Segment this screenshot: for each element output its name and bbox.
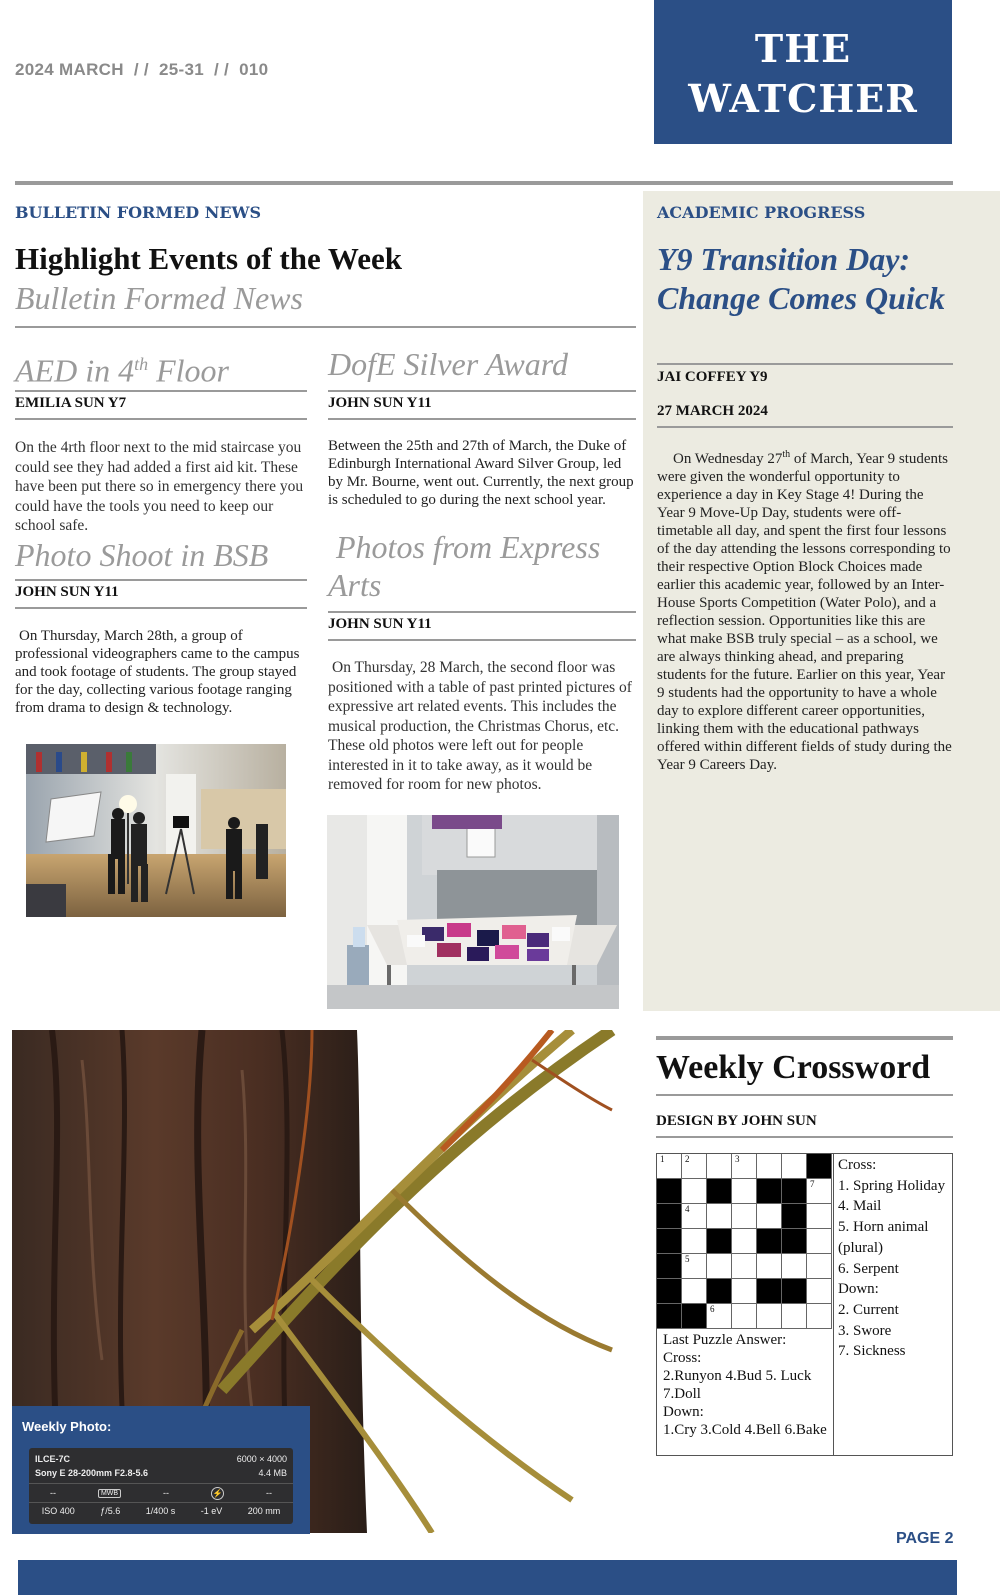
byline-academic: JAI COFFEY Y9 — [657, 369, 768, 385]
setting-exposure-mode: -- — [49, 1488, 56, 1498]
shutter-value: 1/400 s — [145, 1506, 176, 1516]
header-divider — [15, 181, 953, 185]
white-balance-icon: MWB — [98, 1489, 121, 1498]
crossword-grid[interactable] — [657, 1154, 832, 1329]
crossword-block — [782, 1229, 807, 1254]
crossword-cell[interactable] — [757, 1254, 782, 1279]
crossword-number: 2 — [685, 1154, 690, 1164]
crossword-cell[interactable] — [807, 1304, 832, 1329]
crossword-clues — [838, 1155, 950, 1362]
crossword-block — [782, 1279, 807, 1304]
crossword-clue: 4. Mail — [838, 1198, 882, 1215]
page-subhead: Bulletin Formed News — [15, 280, 303, 316]
crossword-cell[interactable] — [682, 1229, 707, 1254]
crossword-cell[interactable] — [732, 1279, 757, 1304]
article-title-express-arts: Photos from Express Arts — [328, 529, 601, 603]
crossword-number: 5 — [685, 1254, 690, 1264]
crossword-cell[interactable] — [707, 1254, 732, 1279]
byline-aed: EMILIA SUN Y7 — [15, 395, 127, 411]
image-resolution: 6000 × 4000 — [236, 1454, 287, 1464]
crossword-number: 1 — [660, 1154, 665, 1164]
focal-length-value: 200 mm — [247, 1506, 281, 1516]
divider — [656, 1094, 953, 1096]
answer-line: Down: — [663, 1404, 704, 1420]
crossword-block — [757, 1279, 782, 1304]
crossword-block — [707, 1279, 732, 1304]
crossword-block — [682, 1304, 707, 1329]
crossword-clue: 7. Sickness — [838, 1343, 906, 1360]
answer-line: 1.Cry 3.Cold 4.Bell 6.Bake — [663, 1422, 827, 1438]
crossword-cell[interactable] — [732, 1154, 757, 1179]
divider — [328, 390, 636, 392]
file-size: 4.4 MB — [258, 1468, 287, 1478]
crossword-block — [657, 1229, 682, 1254]
aperture-value: ƒ/5.6 — [100, 1506, 121, 1516]
crossword-block — [657, 1179, 682, 1204]
crossword-cell[interactable] — [707, 1154, 732, 1179]
masthead-line-1: THE — [754, 26, 852, 71]
crossword-cell[interactable] — [707, 1204, 732, 1229]
crossword-block — [657, 1304, 682, 1329]
section-label-bulletin: BULLETIN FORMED NEWS — [15, 203, 262, 222]
crossword-clue: 3. Swore — [838, 1322, 892, 1339]
last-puzzle-answers — [663, 1331, 831, 1439]
iso-value: ISO 400 — [41, 1506, 75, 1516]
crossword-cell[interactable] — [782, 1254, 807, 1279]
setting-focus: -- — [265, 1488, 272, 1498]
academic-body-post: of March, Year 9 students were given the wonderful opportunity to experience a day in Key Stage 4! During the Year 9 Move-Up Day, students were off-timetable all day, and spent the first four lessons of the day attending the lessons corresponding to their respective Option Block Choices made earlier this academic year, followed by an Inter-House Sports Competition (Water Polo), and a reflection session. Opportunities like this are what make BSB truly special – as a school, we are always thinking ahead, and preparing students for the future. Earlier on this year, Year 9 students had the opportunity to have a whole day to explore different career opportunities, linking them with the educational pathways offered within different fields of study during the Year 9 Careers Day. — [657, 451, 952, 773]
crossword-title: Weekly Crossword — [656, 1049, 931, 1086]
crossword-block — [807, 1154, 832, 1179]
crossword-block — [707, 1229, 732, 1254]
crossword-number: 3 — [735, 1154, 740, 1164]
divider — [15, 326, 636, 328]
byline-express-arts: JOHN SUN Y11 — [328, 616, 432, 632]
weekly-photo-box — [12, 1406, 310, 1534]
photo-videographers — [26, 744, 286, 917]
page-number: PAGE 2 — [896, 1530, 954, 1547]
crossword-cell[interactable] — [707, 1304, 732, 1329]
divider — [15, 579, 307, 581]
crossword-cell[interactable] — [807, 1254, 832, 1279]
divider — [328, 639, 636, 641]
setting-metering: -- — [163, 1488, 170, 1498]
weekly-photo-label: Weekly Photo: — [22, 1419, 112, 1434]
crossword-block — [782, 1179, 807, 1204]
exposure-comp-value: -1 eV — [200, 1506, 223, 1516]
crossword-cell[interactable] — [757, 1204, 782, 1229]
crossword-cell[interactable] — [682, 1279, 707, 1304]
crossword-cell[interactable] — [682, 1179, 707, 1204]
crossword-cell[interactable] — [807, 1179, 832, 1204]
academic-body — [657, 446, 953, 774]
divider — [657, 426, 953, 428]
article-body-photo-shoot: On Thursday, March 28th, a group of professional videographers came to the campus and took footage of students. The group stayed for the day, collecting various footage ranging from drama to design & technology. — [15, 628, 300, 716]
academic-date: 27 MARCH 2024 — [657, 403, 768, 419]
crossword-cell[interactable] — [757, 1304, 782, 1329]
article-title-dofe: DofE Silver Award — [328, 346, 568, 382]
answer-line: Last Puzzle Answer: — [663, 1332, 787, 1348]
crossword-cell[interactable] — [682, 1154, 707, 1179]
academic-body-pre: On Wednesday 27 — [673, 451, 783, 467]
crossword-block — [657, 1204, 682, 1229]
camera-info-panel — [29, 1448, 293, 1524]
crossword-cell[interactable] — [782, 1304, 807, 1329]
divider — [15, 607, 307, 609]
crossword-cell[interactable] — [782, 1154, 807, 1179]
crossword-clue: Down: — [838, 1281, 879, 1298]
dateline: 2024 MARCH / / 25-31 / / 010 — [15, 60, 269, 79]
divider — [15, 390, 307, 392]
divider — [657, 363, 953, 365]
crossword-cell[interactable] — [807, 1229, 832, 1254]
divider — [328, 611, 636, 613]
article-body-aed: On the 4rth floor next to the mid staircase you could see they had added a first aid kit. These have been put there so in emergency there you could have the tools you need to keep our school safe. — [15, 439, 304, 534]
divider — [833, 1154, 834, 1455]
article-body-express-arts: On Thursday, 28 March, the second floor was positioned with a table of past printed pictures of expressive art related events. This includes the musical production, the Christmas Chorus, etc. These old photos were left out for people interested in it to take away, as it would be removed for room for new photos. — [328, 659, 632, 793]
footer-bar — [18, 1560, 957, 1595]
byline-dofe: JOHN SUN Y11 — [328, 395, 432, 411]
crossword-byline: DESIGN BY JOHN SUN — [656, 1113, 817, 1129]
crossword-clue: 2. Current — [838, 1301, 899, 1318]
divider — [656, 1136, 953, 1138]
crossword-block — [757, 1229, 782, 1254]
crossword-cell[interactable] — [732, 1229, 757, 1254]
crossword-cell[interactable] — [807, 1279, 832, 1304]
divider — [15, 418, 307, 420]
crossword-clue: Cross: — [838, 1157, 877, 1173]
crossword-panel — [656, 1153, 953, 1456]
aed-title-sup: th — [134, 354, 149, 374]
crossword-clue: 1. Spring Holiday — [838, 1177, 946, 1194]
article-title-photo-shoot: Photo Shoot in BSB — [15, 537, 269, 573]
lens-info: Sony E 28-200mm F2.8-5.6 — [35, 1468, 149, 1478]
crossword-block — [757, 1179, 782, 1204]
crossword-cell[interactable] — [732, 1204, 757, 1229]
section-label-academic: ACADEMIC PROGRESS — [657, 203, 866, 222]
photo-express-arts-table — [327, 815, 619, 1009]
crossword-cell[interactable] — [757, 1154, 782, 1179]
crossword-cell[interactable] — [682, 1204, 707, 1229]
academic-title: Y9 Transition Day: Change Comes Quick — [657, 241, 946, 316]
camera-model: ILCE-7C — [35, 1454, 71, 1464]
academic-body-sup: th — [782, 449, 791, 460]
page-headline: Highlight Events of the Week — [15, 241, 402, 276]
crossword-block — [657, 1279, 682, 1304]
answer-line: 2.Runyon 4.Bud 5. Luck 7.Doll — [663, 1368, 812, 1402]
article-body-dofe: Between the 25th and 27th of March, the Duke of Edinburgh International Award Silver Group, led by Mr. Bourne, went out. Currently, the next group is scheduled to go during the next school year. — [328, 438, 634, 508]
crossword-cell[interactable] — [807, 1204, 832, 1229]
divider — [656, 1036, 953, 1040]
crossword-cell[interactable] — [732, 1254, 757, 1279]
crossword-cell[interactable] — [732, 1179, 757, 1204]
aed-title-pre: AED in 4 — [15, 352, 135, 389]
article-title-aed — [15, 345, 229, 390]
crossword-cell[interactable] — [732, 1304, 757, 1329]
flash-off-icon: ⚡ — [212, 1488, 223, 1498]
divider — [328, 418, 636, 420]
crossword-block — [657, 1254, 682, 1279]
byline-photo-shoot: JOHN SUN Y11 — [15, 584, 119, 600]
aed-title-post: Floor — [148, 352, 229, 389]
crossword-block — [707, 1179, 732, 1204]
crossword-number: 6 — [710, 1304, 715, 1314]
crossword-number: 7 — [810, 1179, 815, 1189]
crossword-number: 4 — [685, 1204, 690, 1214]
masthead-line-2: WATCHER — [688, 76, 918, 121]
crossword-cell[interactable] — [657, 1154, 682, 1179]
crossword-block — [782, 1204, 807, 1229]
masthead — [654, 0, 952, 144]
crossword-clue: 5. Horn animal (plural) — [838, 1219, 929, 1256]
answer-line: Cross: — [663, 1350, 702, 1366]
crossword-cell[interactable] — [682, 1254, 707, 1279]
crossword-clue: 6. Serpent — [838, 1260, 899, 1277]
